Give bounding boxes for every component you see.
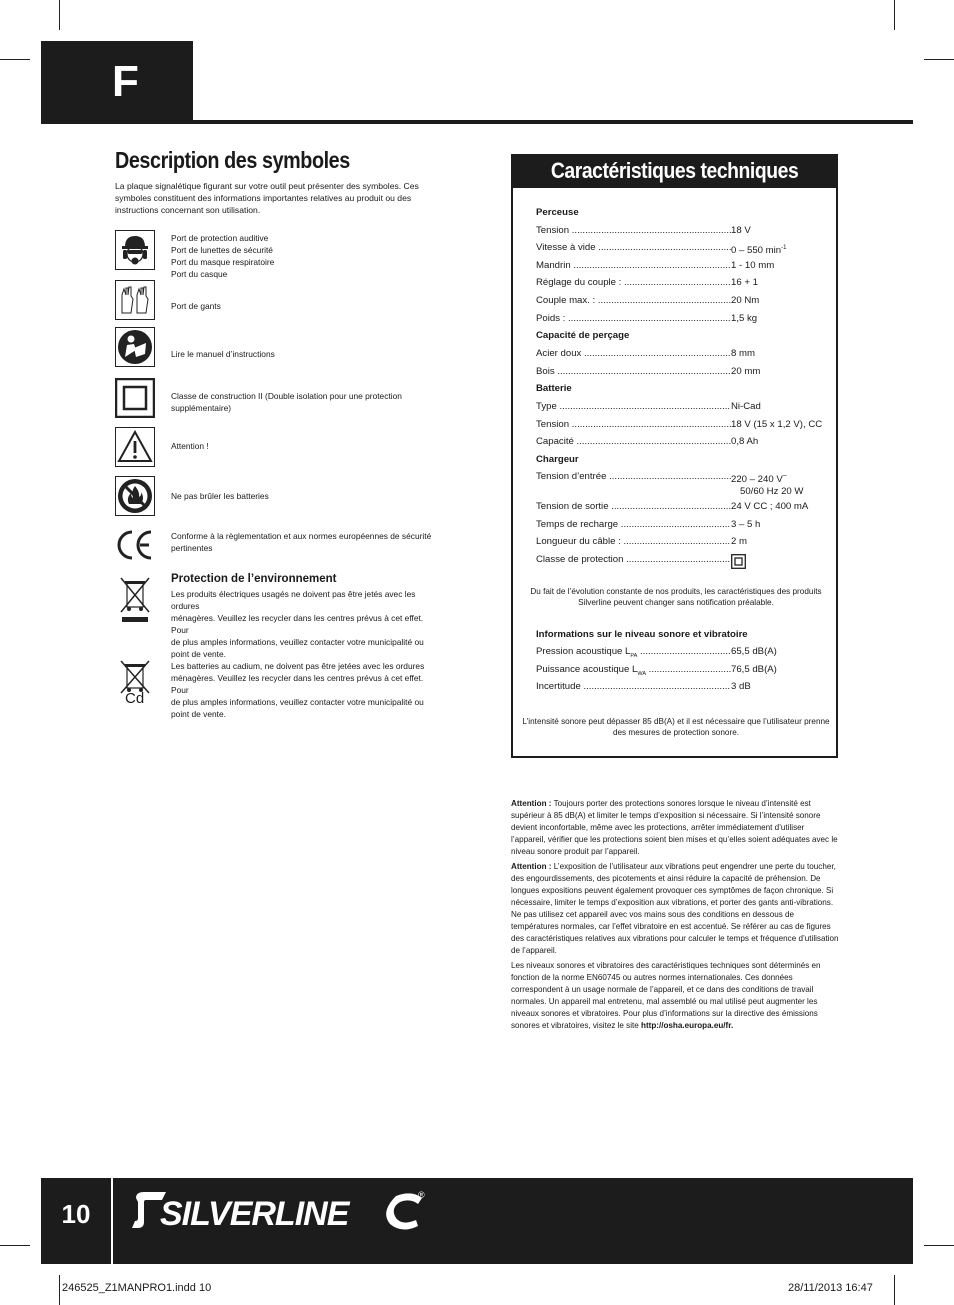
gloves-icon xyxy=(115,280,155,320)
no-burn-batteries-icon xyxy=(115,476,155,516)
symbol-line: Port de protection auditive xyxy=(171,233,269,243)
silverline-logo xyxy=(130,1188,430,1236)
date-slug: 28/11/2013 16:47 xyxy=(788,1282,873,1294)
symbol-line: Lire le manuel d’instructions xyxy=(171,349,275,359)
crop-mark xyxy=(924,1245,954,1246)
crop-mark xyxy=(59,1275,60,1305)
attention-standards: Les niveaux sonores et vibratoires des caractéristiques techniques sont déterminés en fonction de la norme EN60745 ou autres normes internationales. Ces données correspondent à un usage normale de l’appareil, et ce dans des conditions de travail normales. Un appareil mal entretenu, mal assemblé ou mal utilisé peut augmenter les niveaux sonores et vibratoires. Pour plus d’informations sur la directive des émissions sonores et vibratoires, visitez le site http://osha.europa.eu/fr. xyxy=(511,961,821,1030)
class-ii-small-icon xyxy=(731,554,746,570)
symbol-text-manual xyxy=(171,348,441,360)
environment-line: Les produits électriques usagés ne doivent pas être jetés avec les ordures xyxy=(171,589,416,611)
osha-link[interactable]: http://osha.europa.eu/fr. xyxy=(641,1021,734,1030)
ce-mark-icon xyxy=(115,525,155,565)
section-noise: Informations sur le niveau sonore et vibratoire xyxy=(536,629,748,640)
environment-title: Protection de l’environnement xyxy=(171,573,337,585)
brand-wordmark: SILVERLINE xyxy=(160,1195,349,1233)
attention-block xyxy=(511,798,841,1035)
section-battery: Batterie xyxy=(536,383,572,394)
symbols-title: Description des symboles xyxy=(115,147,350,173)
symbol-text-ce xyxy=(171,530,441,554)
registered-mark: ® xyxy=(418,1190,425,1200)
symbol-text-no-burn xyxy=(171,490,441,502)
ppe-icon xyxy=(115,230,155,270)
crop-mark xyxy=(59,0,60,30)
symbol-line: pertinentes xyxy=(171,543,213,553)
cd-label: Cd xyxy=(125,690,145,707)
header-rule xyxy=(41,120,913,124)
symbol-text-gloves xyxy=(171,300,441,312)
attention-vibration: Attention : L’exposition de l’utilisateur aux vibrations peut engendrer une perte du toucher, des engourdissements, des picotements et ainsi réduire la capacité de préhension. De longues expositions peuvent également provoquer ces symptômes de façon chronique. Si nécessaire, limiter le temps d’exposition aux vibrations, et porter des gants anti-vibrations. Ne pas utilisez cet appareil avec vos mains sous des conditions en dessous de températures normales, car l’effet vibratoire en est accentué. Se référer au cas de figures des caractéristiques relatives aux vibrations pour calculer le temps et fréquence d’utilisation de l’appareil. xyxy=(511,862,839,955)
cd-battery-block xyxy=(171,660,441,720)
read-manual-icon xyxy=(115,327,155,367)
cd-line: point de vente. xyxy=(171,709,226,719)
symbol-line: Port du masque respiratoire xyxy=(171,257,275,267)
symbol-line: Attention ! xyxy=(171,441,209,451)
symbol-line: Classe de construction II (Double isolation pour une protection xyxy=(171,391,402,401)
section-charger: Chargeur xyxy=(536,454,579,465)
symbol-line: Ne pas brûler les batteries xyxy=(171,491,269,501)
symbol-text-class-ii xyxy=(171,390,441,414)
environment-line: de plus amples informations, veuillez contacter votre municipalité ou xyxy=(171,637,424,647)
symbol-line: Port de gants xyxy=(171,301,221,311)
page-number: 10 xyxy=(41,1178,113,1264)
crop-mark xyxy=(0,59,30,60)
symbol-line: supplémentaire) xyxy=(171,403,232,413)
cd-line: ménagères. Veuillez les recycler dans les centres prévus à cet effet. Pour xyxy=(171,673,424,695)
warning-icon xyxy=(115,427,155,467)
environment-line: point de vente. xyxy=(171,649,226,659)
section-capacity: Capacité de perçage xyxy=(536,330,630,341)
crop-mark xyxy=(894,1275,895,1305)
weee-bin-icon xyxy=(115,575,155,625)
environment-block xyxy=(171,573,441,660)
file-slug: 246525_Z1MANPRO1.indd 10 xyxy=(62,1282,212,1294)
crop-mark xyxy=(894,0,895,30)
class-ii-icon xyxy=(115,378,155,418)
specs-notice: Du fait de l’évolution constante de nos produits, les caractéristiques des produits Silverline peuvent changer sans notification préalable. xyxy=(530,587,822,607)
noise-notice: L’intensité sonore peut dépasser 85 dB(A) et il est nécessaire que l’utilisateur prenne des mesures de protection sonore. xyxy=(522,717,830,737)
crop-mark xyxy=(0,1245,30,1246)
symbol-text-warning xyxy=(171,440,441,452)
language-tab: F xyxy=(41,41,193,123)
symbol-line: Conforme à la règlementation et aux normes européennes de sécurité xyxy=(171,531,432,541)
attention-noise: Attention : Toujours porter des protections sonores lorsque le niveau d’intensité est supérieur à 85 dB(A) et limiter le temps d’exposition si nécessaire. Si l’intensité sonore devient inconfortable, même avec les protections, arrêter immédiatement d’utiliser l’appareil, vérifier que les protections soient bien mises et qu’elles soient adéquates avec le niveau sonore produit par l’appareil. xyxy=(511,799,838,856)
symbols-intro: La plaque signalétique figurant sur votre outil peut présenter des symboles. Ces symboles constituent des informations importantes relatives au produit ou des instructions concernant son utilisation. xyxy=(115,181,419,215)
cd-battery-bin-icon xyxy=(115,658,155,710)
cd-line: de plus amples informations, veuillez contacter votre municipalité ou xyxy=(171,697,424,707)
crop-mark xyxy=(924,59,954,60)
cd-line: Les batteries au cadium, ne doivent pas être jetées avec les ordures xyxy=(171,661,425,671)
symbol-line: Port du casque xyxy=(171,269,228,279)
environment-line: ménagères. Veuillez les recycler dans les centres prévus à cet effet. Pour xyxy=(171,613,424,635)
symbol-line: Port de lunettes de sécurité xyxy=(171,245,273,255)
section-drill: Perceuse xyxy=(536,207,579,218)
symbol-text-ppe xyxy=(171,232,441,280)
specs-title: Caractéristiques techniques xyxy=(511,154,838,188)
